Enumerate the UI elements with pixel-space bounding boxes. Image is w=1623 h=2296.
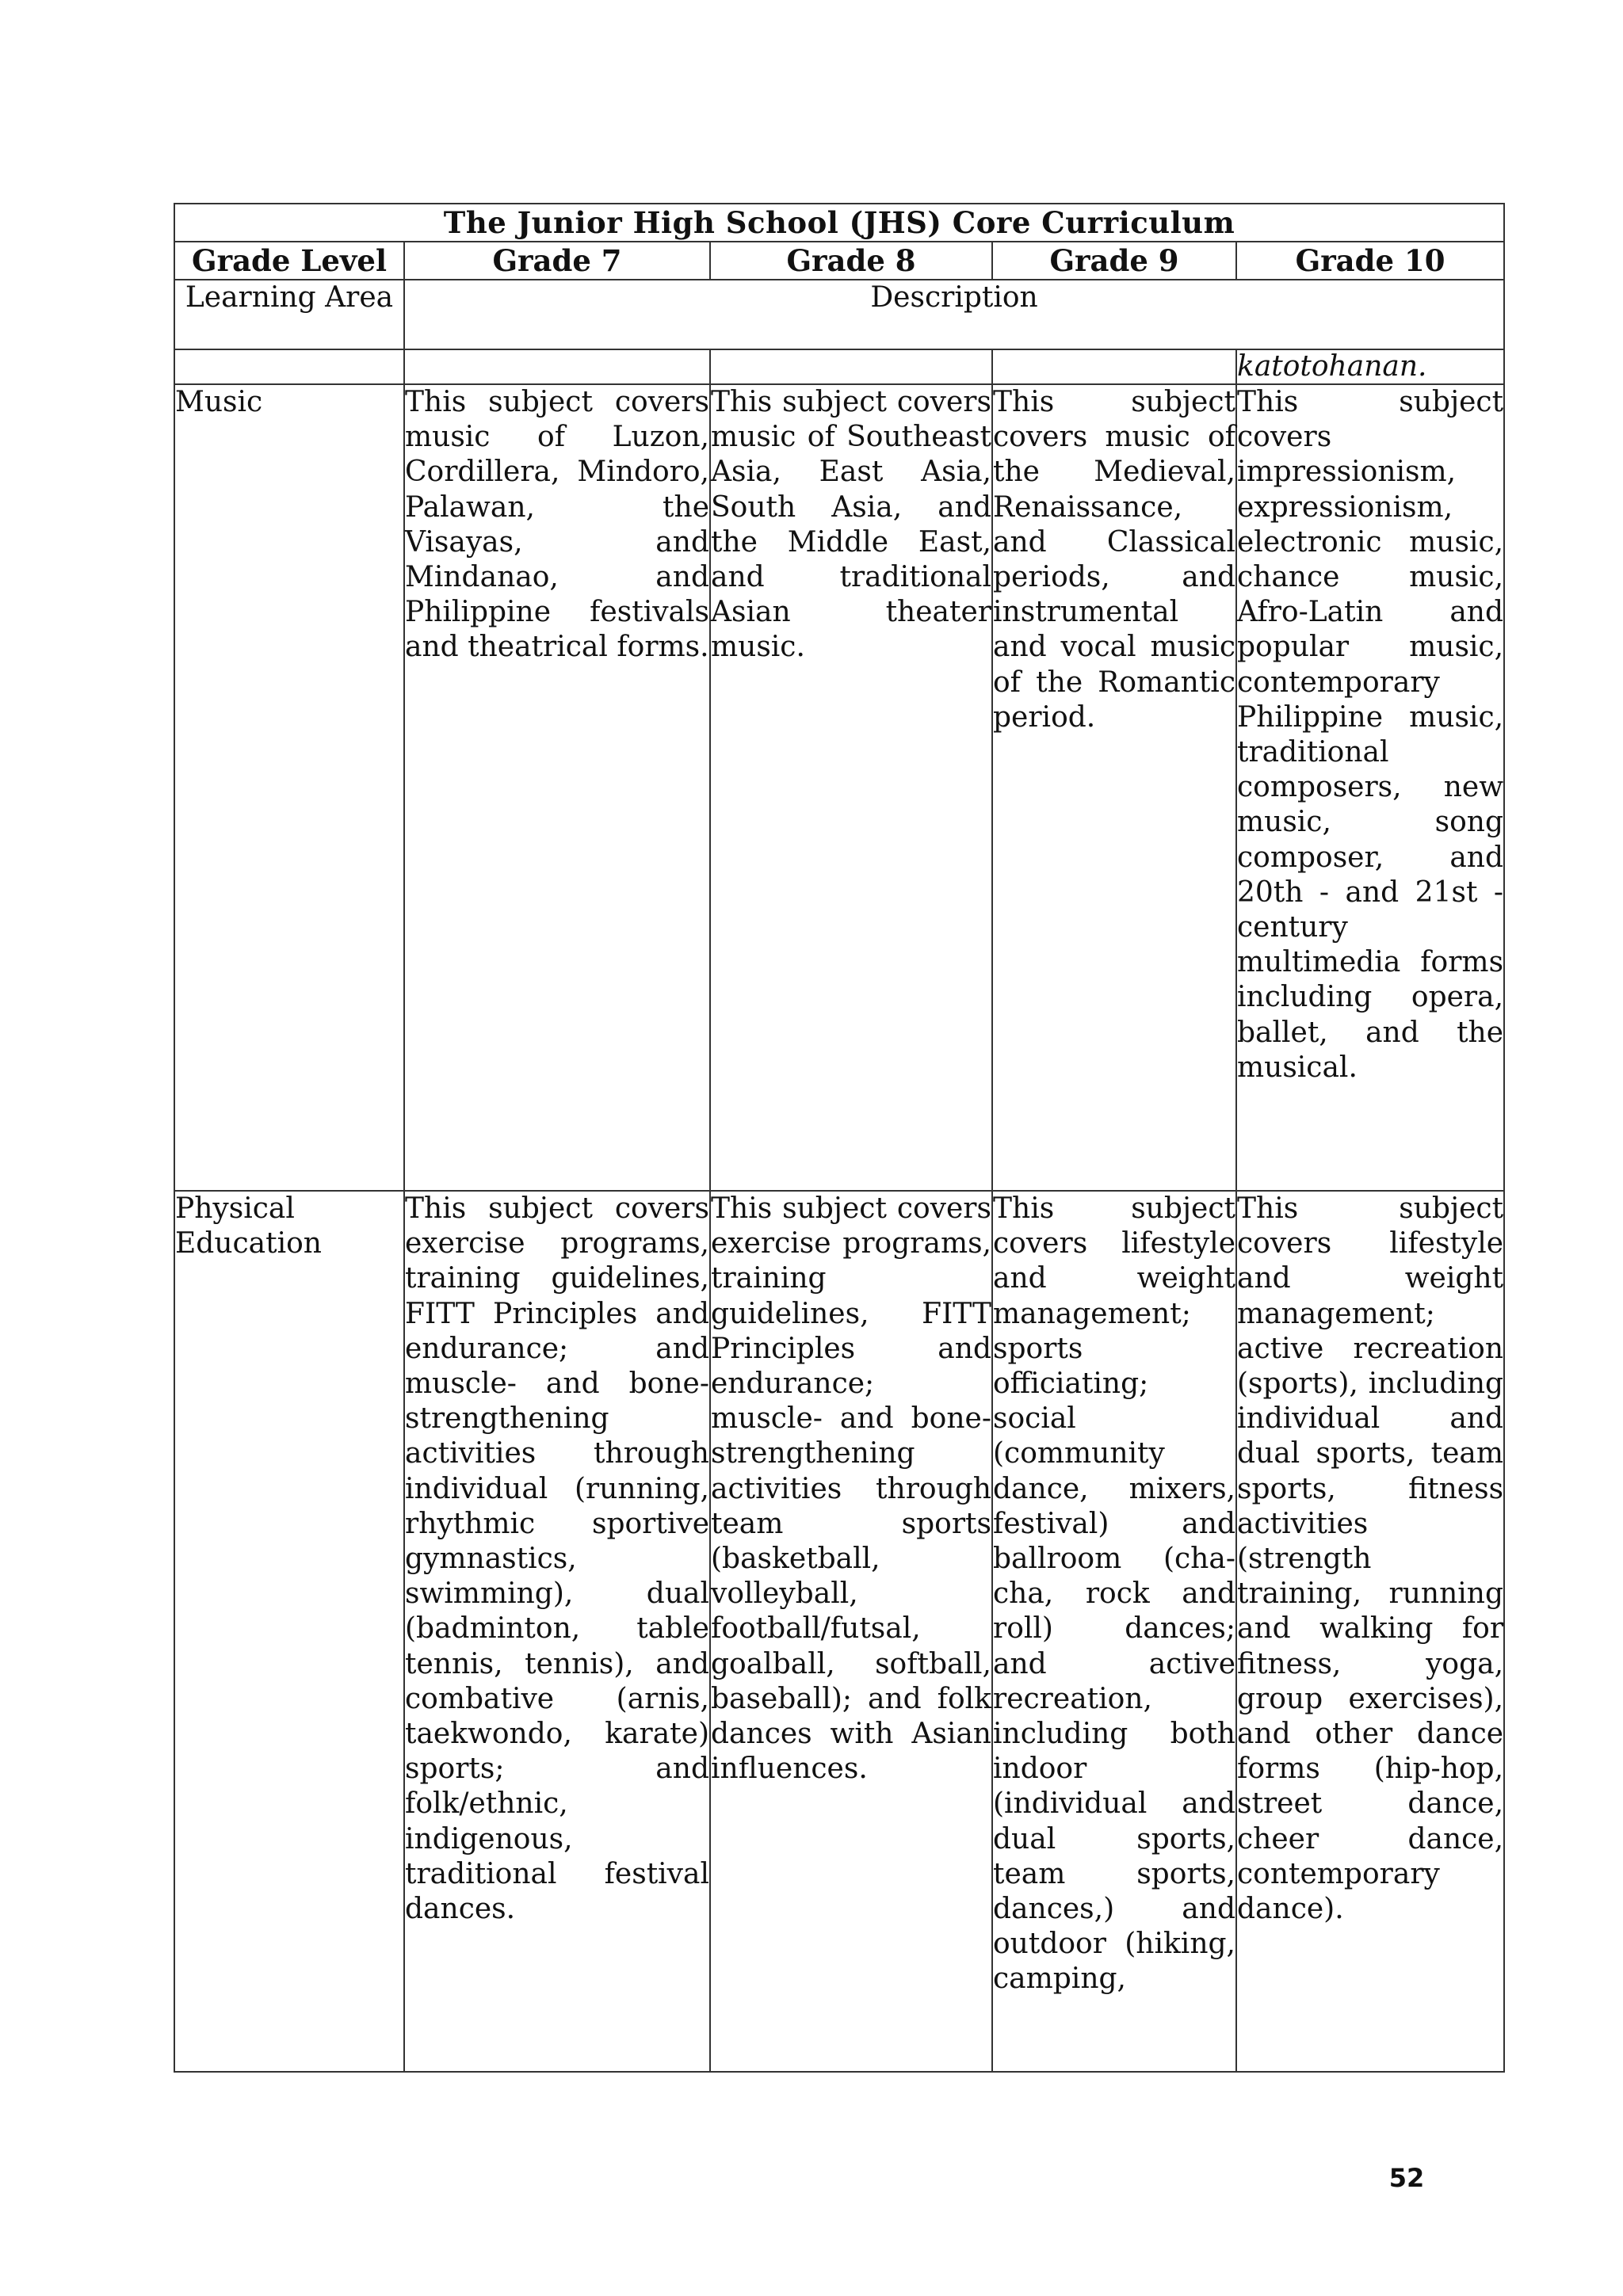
music-grade7-description: This subject covers music of Luzon, Cordillera, Mindoro, Palawan, the Visayas, and Mindanao, and Philippine festivals and theatrical forms.	[404, 384, 710, 1191]
carryover-grade10-text: katotohanan.	[1236, 349, 1504, 384]
table-title: The Junior High School (JHS) Core Curriculum	[174, 204, 1504, 242]
pe-grade7-description: This subject covers exercise programs, training guidelines, FITT Principles and endurance; and muscle- and bone-strengthening activities through individual (running, rhythmic sportive gymnastics, swimming), dual (badminton, table tennis, tennis), and combative (arnis, taekwondo, karate) sports; and folk/ethnic, indigenous, traditional festival dances.	[404, 1191, 710, 2072]
music-grade9-description: This subject covers music of the Medieval, Renaissance, and Classical periods, and instrumental and vocal music of the Romantic period.	[992, 384, 1236, 1191]
carryover-grade9-cell	[992, 349, 1236, 384]
learning-area-physical-education: Physical Education	[174, 1191, 404, 2072]
table-row-music	[174, 384, 1504, 1191]
grade8-header: Grade 8	[710, 242, 992, 280]
learning-area-music: Music	[174, 384, 404, 1191]
page-number: 52	[1388, 2163, 1425, 2193]
learning-area-header: Learning Area	[174, 280, 404, 349]
grade-level-header: Grade Level	[174, 242, 404, 280]
music-grade10-description: This subject covers impressionism, expressionism, electronic music, chance music, Afro-Latin and popular music, contemporary Philippine music, traditional composers, new music, song composer, and 20th - and 21st -century multimedia forms including opera, ballet, and the musical.	[1236, 384, 1504, 1191]
jhs-curriculum-table	[174, 203, 1505, 2073]
music-grade8-description: This subject covers music of Southeast Asia, East Asia, South Asia, and the Middle East, and traditional Asian theater music.	[710, 384, 992, 1191]
carryover-grade8-cell	[710, 349, 992, 384]
grade9-header: Grade 9	[992, 242, 1236, 280]
table-row-physical-education	[174, 1191, 1504, 2072]
pe-grade8-description: This subject covers exercise programs, training guidelines, FITT Principles and endurance; muscle- and bone-strengthening activities through team sports (basketball, volleyball, football/futsal, goalball, softball, baseball); and folk dances with Asian influences.	[710, 1191, 992, 2072]
description-header: Description	[404, 280, 1504, 349]
table-title-row	[174, 204, 1504, 242]
carryover-grade7-cell	[404, 349, 710, 384]
grade10-header: Grade 10	[1236, 242, 1504, 280]
pe-grade10-description: This subject covers lifestyle and weight management; active recreation (sports), including individual and dual sports, team sports, fitness activities (strength training, running and walking for fitness, yoga, group exercises), and other dance forms (hip-hop, street dance, cheer dance, contemporary dance).	[1236, 1191, 1504, 2072]
carryover-row	[174, 349, 1504, 384]
carryover-area-cell	[174, 349, 404, 384]
grade-header-row	[174, 242, 1504, 280]
pe-grade9-description: This subject covers lifestyle and weight management; sports officiating; social (community dance, mixers, festival) and ballroom (cha-cha, rock and roll) dances; and active recreation, including both indoor (individual and dual sports, team sports, dances,) and outdoor (hiking, camping,	[992, 1191, 1236, 2072]
grade7-header: Grade 7	[404, 242, 710, 280]
learning-area-header-row	[174, 280, 1504, 349]
